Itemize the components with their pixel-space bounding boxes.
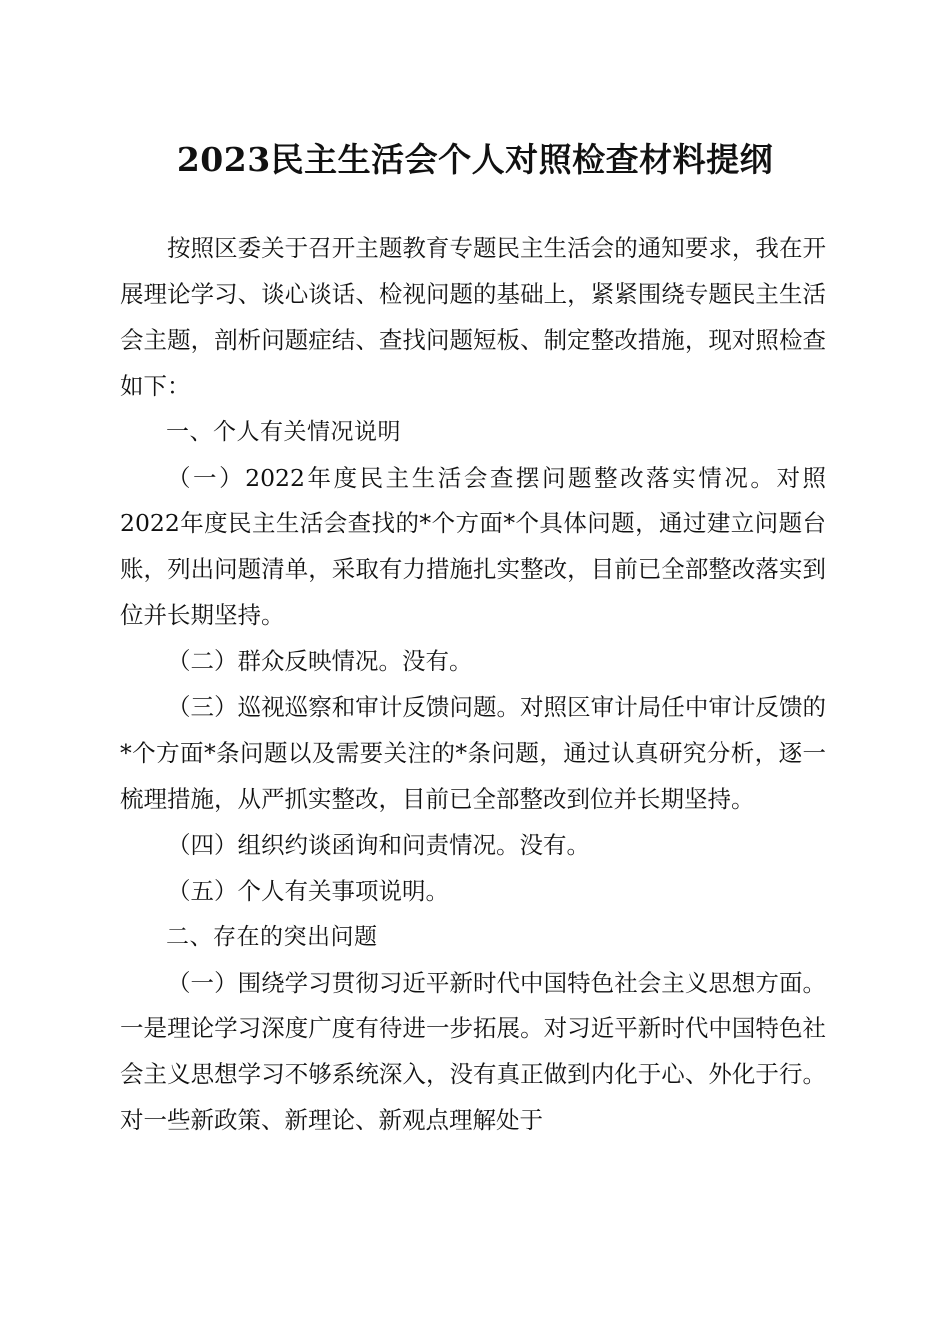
paragraph-2-1: （一）围绕学习贯彻习近平新时代中国特色社会主义思想方面。一是理论学习深度广度有待进一步拓展。对习近平新时代中国特色社会主义思想学习不够系统深入，没有真正做到内化于心、外化于行。对一些新政策、新理论、新观点理解处于 bbox=[120, 968, 826, 1135]
paragraph-1-5: （五）个人有关事项说明。 bbox=[167, 876, 449, 905]
paragraph-1-2: （二）群众反映情况。没有。 bbox=[167, 647, 473, 676]
document-title: 2023民主生活会个人对照检查材料提纲 bbox=[176, 140, 774, 179]
document-body bbox=[120, 226, 826, 1144]
section-heading-2: 二、存在的突出问题 bbox=[166, 923, 378, 950]
intro-paragraph: 按照区委关于召开主题教育专题民主生活会的通知要求，我在开展理论学习、谈心谈话、检视问题的基础上，紧紧围绕专题民主生活会主题，剖析问题症结、查找问题短板、制定整改措施，现对照检查如下： bbox=[120, 234, 826, 400]
paragraph-1-4: （四）组织约谈函询和问责情况。没有。 bbox=[167, 830, 590, 859]
section-heading-1: 一、个人有关情况说明 bbox=[166, 418, 401, 445]
paragraph-1-3: （三）巡视巡察和审计反馈问题。对照区审计局任中审计反馈的*个方面*条问题以及需要关注的*条问题，通过认真研究分析，逐一梳理措施，从严抓实整改，目前已全部整改到位并长期坚持。 bbox=[120, 693, 826, 813]
paragraph-1-1: （一）2022年度民主生活会查摆问题整改落实情况。对照2022年度民主生活会查找的*个方面*个具体问题，通过建立问题台账，列出问题清单，采取有力措施扎实整改，目前已全部整改落实到位并长期坚持。 bbox=[120, 463, 826, 630]
